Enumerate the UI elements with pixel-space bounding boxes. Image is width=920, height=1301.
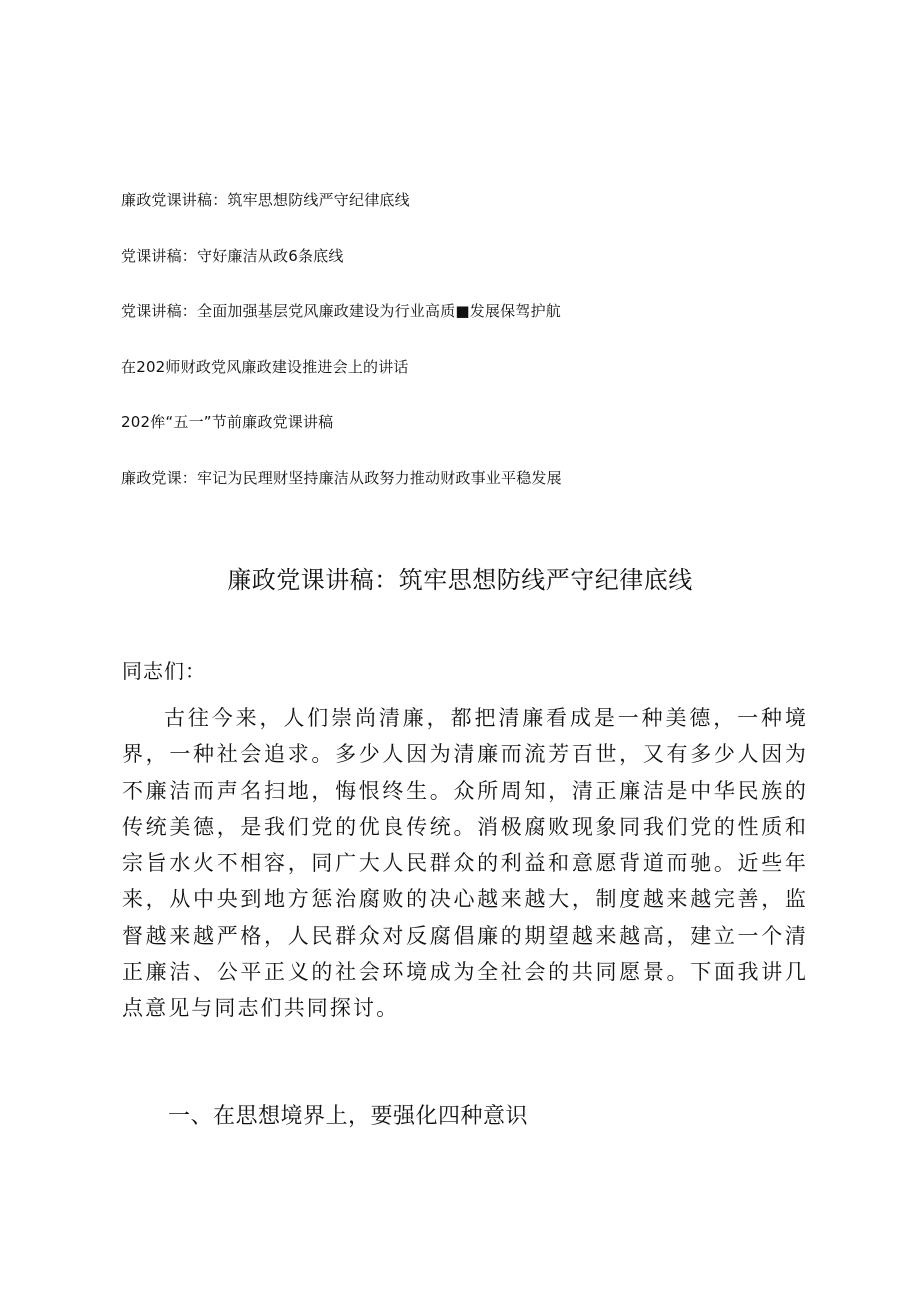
table-of-contents (121, 187, 562, 521)
toc-item: 在202师财政党风廉政建设推进会上的讲话 (121, 357, 409, 376)
body-paragraph: 古往今来，人们崇尚清廉，都把清廉看成是一种美德，一种境界，一种社会追求。多少人因为清廉而流芳百世，又有多少人因为不廉洁而声名扫地，悔恨终生。众所周知，清正廉洁是中华民族的传统美德，是我们党的优良传统。消极腐败现象同我们党的性质和宗旨水火不相容，同广大人民群众的利益和意愿背道而驰。近些年来，从中央到地方惩治腐败的决心越来越大，制度越来越完善，监督越来越严格，人民群众对反腐倡廉的期望越来越高，建立一个清正廉洁、公平正义的社会环境成为全社会的共同愿景。下面我讲几点意见与同志们共同探讨。 (122, 706, 808, 1021)
greeting: 同志们： (122, 659, 206, 683)
section-heading: 一、在思想境界上，要强化四种意识 (168, 1104, 529, 1129)
toc-item: 廉政党课：牢记为民理财坚持廉洁从政努力推动财政事业平稳发展 (121, 468, 562, 487)
toc-item: 党课讲稿：守好廉洁从政6条底线 (121, 246, 344, 265)
toc-item: 廉政党课讲稿：筑牢思想防线严守纪律底线 (121, 191, 410, 209)
article-title: 廉政党课讲稿：筑牢思想防线严守纪律底线 (227, 566, 693, 594)
toc-item: 党课讲稿：全面加强基层党风廉政建设为行业高质■发展保驾护航 (121, 302, 561, 321)
toc-item: 202侔“五一”节前廉政党课讲稿 (121, 413, 334, 432)
